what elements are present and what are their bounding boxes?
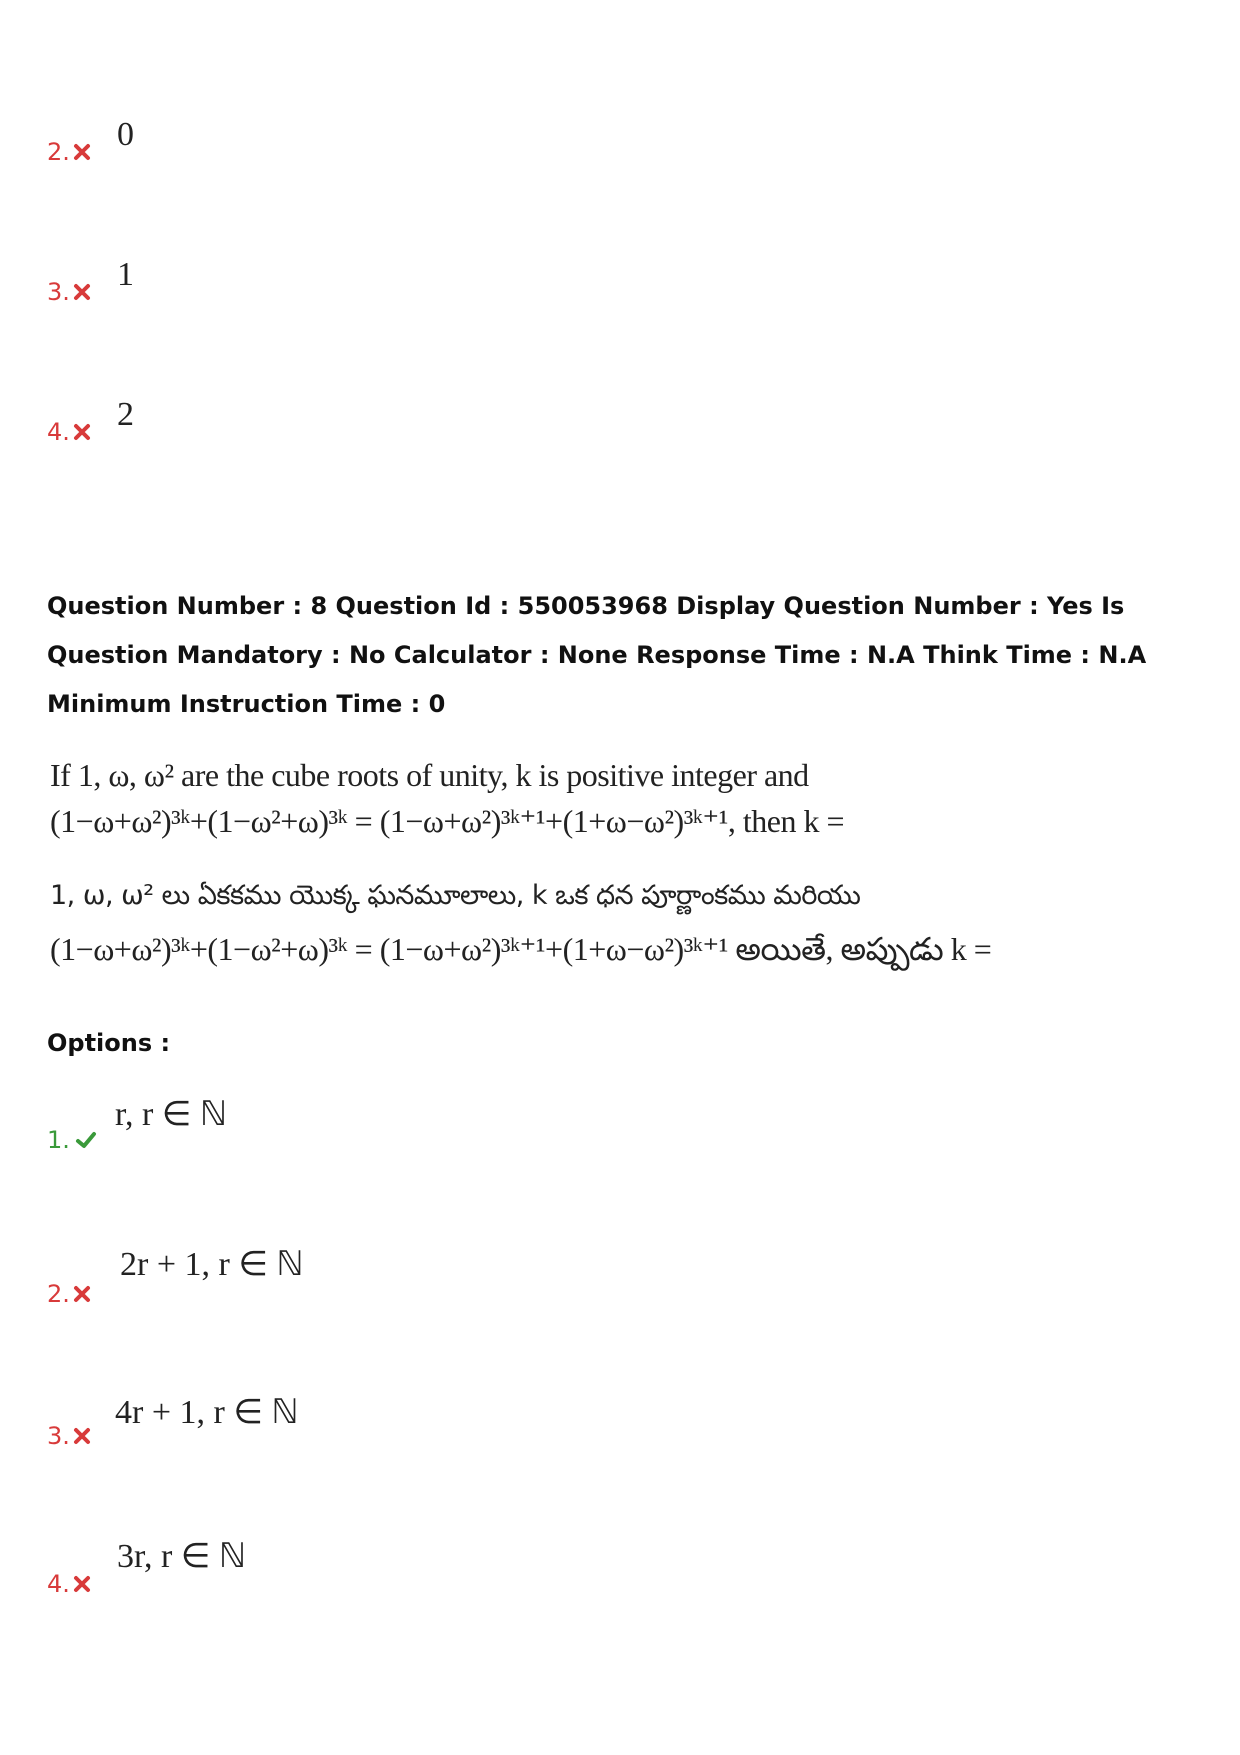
cross-icon [72, 282, 92, 302]
check-icon [75, 1130, 97, 1150]
options-label: Options : [47, 1029, 171, 1057]
option-value: 3r, r ∈ ℕ [117, 1538, 247, 1575]
option-2 [47, 1248, 747, 1328]
option-number: 2. [47, 1280, 70, 1308]
cross-icon [72, 142, 92, 162]
option-4 [47, 1540, 747, 1620]
prev-option-4 [47, 398, 747, 478]
option-value: r, r ∈ ℕ [115, 1096, 228, 1133]
option-value: 2r + 1, r ∈ ℕ [120, 1246, 304, 1283]
option-3 [47, 1396, 747, 1476]
option-number: 2. [47, 138, 70, 166]
option-1 [47, 1098, 747, 1178]
question-english-line-2: (1−ω+ω²)³ᵏ+(1−ω²+ω)³ᵏ = (1−ω+ω²)³ᵏ⁺¹+(1+ω−ω²)³ᵏ⁺¹, then k = [50, 803, 844, 839]
question-telugu-line-1: 1, ω, ω² లు ఏకకము యొక్క ఘనమూలాలు, k ఒక ధన పూర్ణాంకము మరియు [50, 880, 861, 911]
option-value: 0 [117, 116, 134, 153]
option-number: 1. [47, 1126, 70, 1154]
cross-icon [72, 1574, 92, 1594]
option-value: 1 [117, 256, 134, 293]
prev-option-3 [47, 258, 747, 338]
option-value: 2 [117, 396, 134, 433]
option-number: 3. [47, 278, 70, 306]
option-number: 4. [47, 1570, 70, 1598]
option-number: 4. [47, 418, 70, 446]
question-meta: Question Number : 8 Question Id : 550053968 Display Question Number : Yes Is Question Mandatory : No Calculator : None Response Time : N.A Think Time : N.A Minimum Instruction Time : 0 [47, 592, 1147, 718]
cross-icon [72, 1284, 92, 1304]
option-value: 4r + 1, r ∈ ℕ [115, 1394, 299, 1431]
option-number: 3. [47, 1422, 70, 1450]
question-english-line-1: If 1, ω, ω² are the cube roots of unity, k is positive integer and [50, 757, 809, 793]
prev-option-2 [47, 118, 747, 198]
cross-icon [72, 422, 92, 442]
question-telugu-line-2: (1−ω+ω²)³ᵏ+(1−ω²+ω)³ᵏ = (1−ω+ω²)³ᵏ⁺¹+(1+ω−ω²)³ᵏ⁺¹ అయితే, అప్పుడు k = [50, 931, 992, 967]
cross-icon [72, 1426, 92, 1446]
